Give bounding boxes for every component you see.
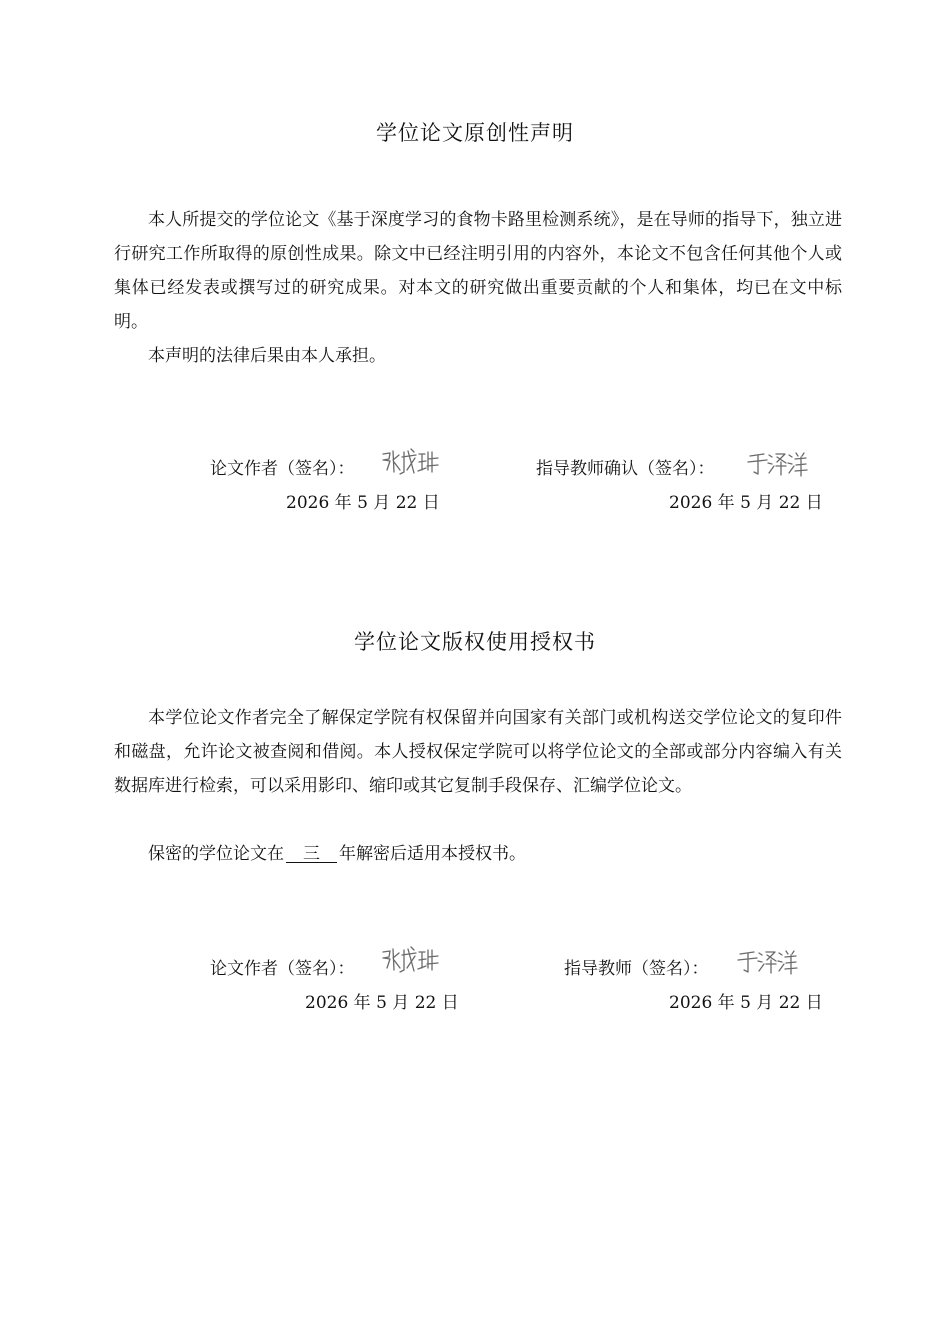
authorization-title: 学位论文版权使用授权书 [354,630,596,654]
authorization-advisor-label: 指导教师（签名）： [564,959,709,979]
declaration-title: 学位论文原创性声明 [376,121,574,145]
authorization-author-signature [380,944,442,978]
declaration-advisor-label: 指导教师确认（签名）： [536,459,715,479]
declaration-author-date: 2026 年 5 月 22 日 [286,493,440,513]
authorization-paragraph-1: 本学位论文作者完全了解保定学院有权保留并向国家有关部门或机构送交学位论文的复印件和磁盘，允许论文被查阅和借阅。本人授权保定学院可以将学位论文的全部或部分内容编入有关数据库进行检索，可以采用影印、缩印或其它复制手段保存、汇编学位论文。 [114,708,842,796]
declaration-advisor-signature [747,446,809,480]
declaration-author-label: 论文作者（签名）： [210,459,355,479]
confidential-years-blank: 三 [286,844,337,864]
declaration-author-signature [380,446,442,480]
declaration-paragraph-2: 本声明的法律后果由本人承担。 [148,346,386,366]
authorization-author-date: 2026 年 5 月 22 日 [305,993,459,1013]
authorization-author-label: 论文作者（签名）： [210,959,355,979]
authorization-advisor-date: 2026 年 5 月 22 日 [669,993,823,1013]
authorization-paragraph-2-before: 保密的学位论文在 [148,844,284,864]
declaration-paragraph-1: 本人所提交的学位论文《基于深度学习的食物卡路里检测系统》，是在导师的指导下，独立进行研究工作所取得的原创性成果。除文中已经注明引用的内容外，本论文不包含任何其他个人或集体已经发表或撰写过的研究成果。对本文的研究做出重要贡献的个人和集体，均已在文中标明。 [114,210,842,332]
declaration-advisor-date: 2026 年 5 月 22 日 [669,493,823,513]
authorization-paragraph-2-after: 年解密后适用本授权书。 [339,844,526,864]
authorization-advisor-signature [737,944,799,978]
authorization-paragraph-2 [114,837,842,871]
